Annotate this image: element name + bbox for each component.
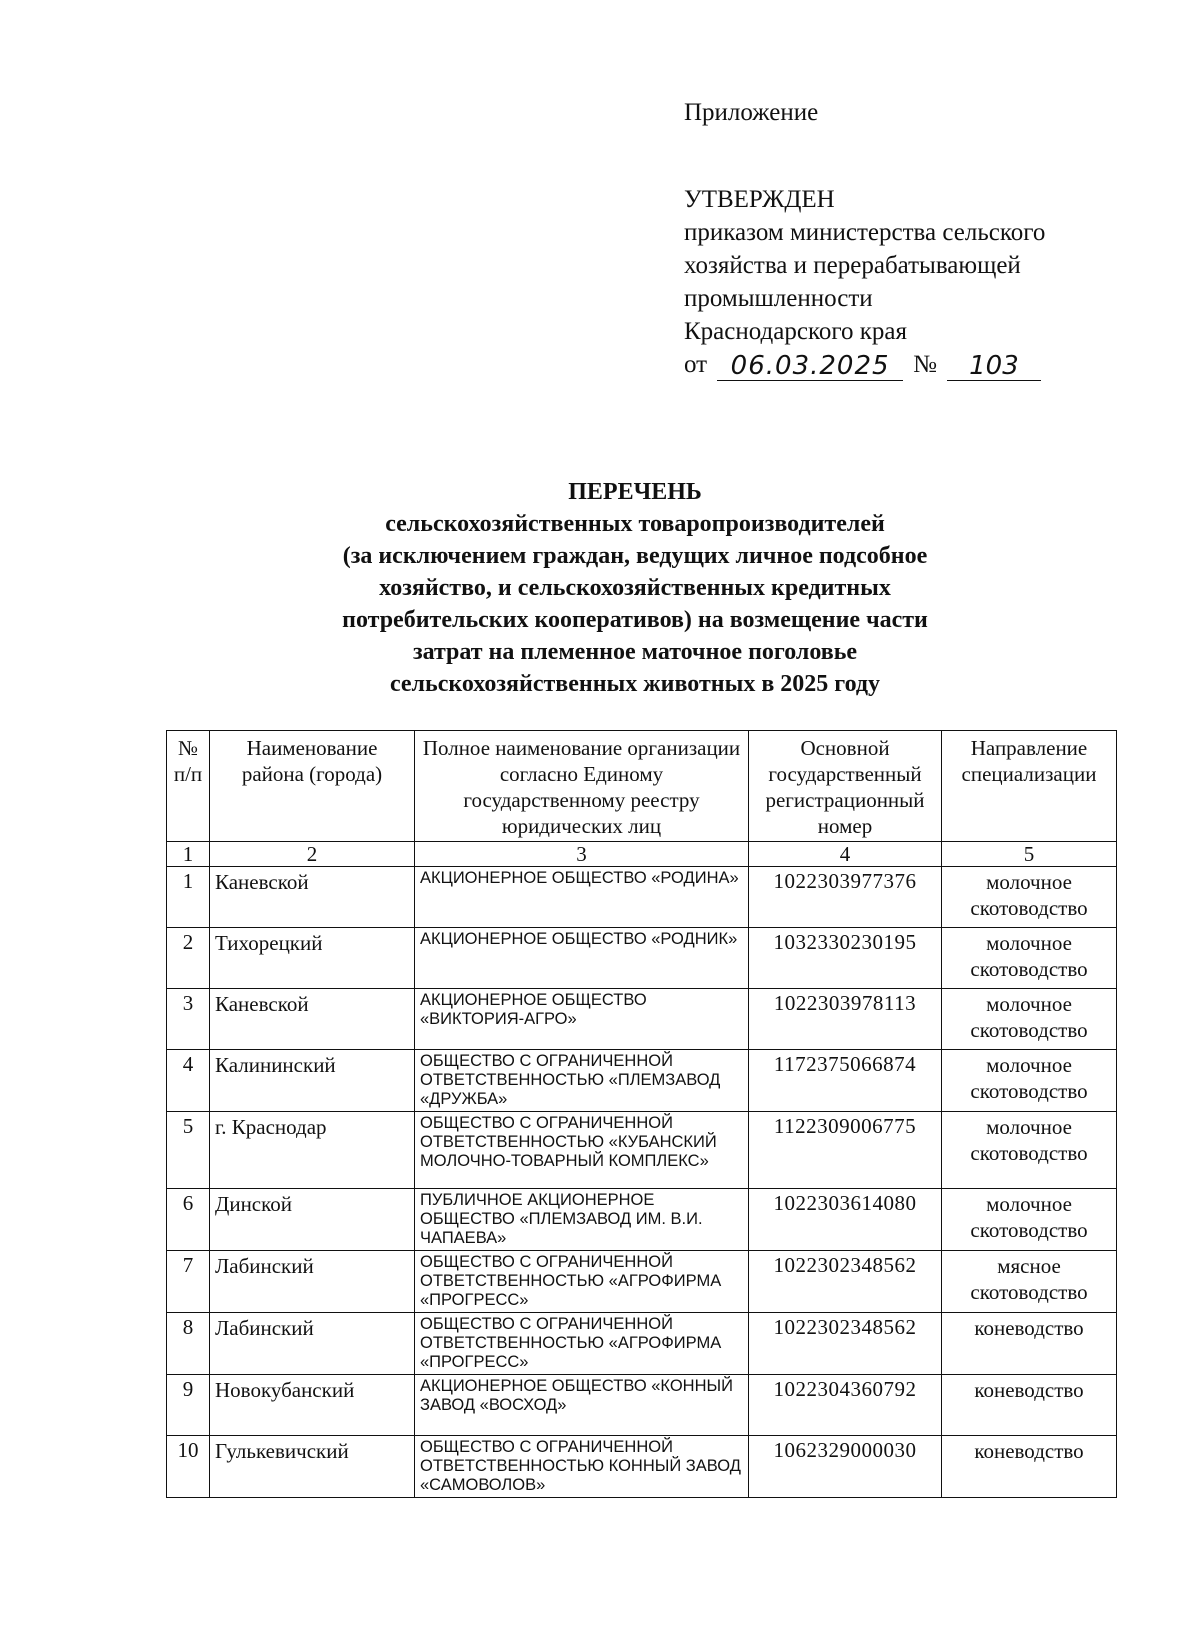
row-specialization: коневодство xyxy=(942,1313,1117,1375)
row-number: 3 xyxy=(167,989,210,1050)
row-district: Новокубанский xyxy=(210,1375,415,1436)
row-organization: АКЦИОНЕРНОЕ ОБЩЕСТВО «КОННЫЙ ЗАВОД «ВОСХОД» xyxy=(415,1375,749,1436)
title-line-6: сельскохозяйственных животных в 2025 году xyxy=(389,671,881,697)
row-number: 2 xyxy=(167,928,210,989)
row-ogrn: 1022303978113 xyxy=(749,989,942,1050)
header-number: № п/п xyxy=(167,731,210,842)
order-date-number-line xyxy=(684,348,1045,381)
row-district: Лабинский xyxy=(210,1251,415,1313)
producers-table xyxy=(166,730,1117,1498)
row-number: 10 xyxy=(167,1436,210,1498)
header-ogrn: Основной государственный регистрационный номер xyxy=(749,731,942,842)
row-ogrn: 1062329000030 xyxy=(749,1436,942,1498)
column-number: 5 xyxy=(942,842,1117,867)
row-organization: ОБЩЕСТВО С ОГРАНИЧЕННОЙ ОТВЕТСТВЕННОСТЬЮ «АГРОФИРМА «ПРОГРЕСС» xyxy=(415,1313,749,1375)
order-line-4: Краснодарского края xyxy=(684,318,907,345)
row-organization: ОБЩЕСТВО С ОГРАНИЧЕННОЙ ОТВЕТСТВЕННОСТЬЮ КОННЫЙ ЗАВОД «САМОВОЛОВ» xyxy=(415,1436,749,1498)
order-line-2: хозяйства и перерабатывающей xyxy=(684,252,1021,279)
row-number: 6 xyxy=(167,1189,210,1251)
row-number: 5 xyxy=(167,1112,210,1189)
row-specialization: молочное скотоводство xyxy=(942,1050,1117,1112)
column-number: 2 xyxy=(210,842,415,867)
order-line-3: промышленности xyxy=(684,285,873,312)
order-date: 06.03.2025 xyxy=(717,352,903,381)
column-number-row xyxy=(167,842,1117,867)
title-line-5: затрат на племенное маточное поголовье xyxy=(412,639,858,665)
row-district: Гулькевичский xyxy=(210,1436,415,1498)
row-ogrn: 1022304360792 xyxy=(749,1375,942,1436)
row-organization: ОБЩЕСТВО С ОГРАНИЧЕННОЙ ОТВЕТСТВЕННОСТЬЮ «АГРОФИРМА «ПРОГРЕСС» xyxy=(415,1251,749,1313)
row-ogrn: 1122309006775 xyxy=(749,1112,942,1189)
row-organization: АКЦИОНЕРНОЕ ОБЩЕСТВО «РОДНИК» xyxy=(415,928,749,989)
number-label: № xyxy=(913,351,937,378)
table-row xyxy=(167,1112,1117,1189)
from-label: от xyxy=(684,351,708,378)
row-ogrn: 1172375066874 xyxy=(749,1050,942,1112)
table-row xyxy=(167,1189,1117,1251)
row-specialization: молочное скотоводство xyxy=(942,867,1117,928)
row-organization: ПУБЛИЧНОЕ АКЦИОНЕРНОЕ ОБЩЕСТВО «ПЛЕМЗАВОД ИМ. В.И. ЧАПАЕВА» xyxy=(415,1189,749,1251)
table-row xyxy=(167,1436,1117,1498)
row-district: Каневской xyxy=(210,867,415,928)
row-specialization: мясное скотоводство xyxy=(942,1251,1117,1313)
title-line-3: хозяйство, и сельскохозяйственных кредитных xyxy=(379,575,891,601)
title-line-4: потребительских кооперативов) на возмещение части xyxy=(342,607,928,633)
row-district: Каневской xyxy=(210,989,415,1050)
order-line-1: приказом министерства сельского xyxy=(684,219,1046,246)
row-ogrn: 1022303977376 xyxy=(749,867,942,928)
row-district: г. Краснодар xyxy=(210,1112,415,1189)
row-number: 9 xyxy=(167,1375,210,1436)
row-district: Калининский xyxy=(210,1050,415,1112)
table-row xyxy=(167,989,1117,1050)
row-organization: АКЦИОНЕРНОЕ ОБЩЕСТВО «ВИКТОРИЯ-АГРО» xyxy=(415,989,749,1050)
row-organization: ОБЩЕСТВО С ОГРАНИЧЕННОЙ ОТВЕТСТВЕННОСТЬЮ «ПЛЕМЗАВОД «ДРУЖБА» xyxy=(415,1050,749,1112)
row-ogrn: 1022302348562 xyxy=(749,1313,942,1375)
column-number: 3 xyxy=(415,842,749,867)
row-specialization: коневодство xyxy=(942,1375,1117,1436)
order-number: 103 xyxy=(947,352,1041,381)
table-row xyxy=(167,1313,1117,1375)
title-line-1: сельскохозяйственных товаропроизводителей xyxy=(385,511,885,537)
column-number: 4 xyxy=(749,842,942,867)
row-number: 1 xyxy=(167,867,210,928)
row-specialization: молочное скотоводство xyxy=(942,1112,1117,1189)
row-district: Динской xyxy=(210,1189,415,1251)
approved-label: УТВЕРЖДЕН xyxy=(684,186,835,213)
row-specialization: молочное скотоводство xyxy=(942,1189,1117,1251)
row-specialization: молочное скотоводство xyxy=(942,989,1117,1050)
row-ogrn: 1022302348562 xyxy=(749,1251,942,1313)
table-row xyxy=(167,928,1117,989)
table-row xyxy=(167,1375,1117,1436)
row-specialization: молочное скотоводство xyxy=(942,928,1117,989)
row-number: 8 xyxy=(167,1313,210,1375)
approval-block xyxy=(684,96,1045,381)
document-title xyxy=(160,476,1110,700)
row-number: 4 xyxy=(167,1050,210,1112)
row-ogrn: 1032330230195 xyxy=(749,928,942,989)
column-number: 1 xyxy=(167,842,210,867)
title-line-2: (за исключением граждан, ведущих личное подсобное xyxy=(342,543,928,569)
table-row xyxy=(167,1251,1117,1313)
title-heading: ПЕРЕЧЕНЬ xyxy=(568,479,702,505)
row-organization: АКЦИОНЕРНОЕ ОБЩЕСТВО «РОДИНА» xyxy=(415,867,749,928)
row-specialization: коневодство xyxy=(942,1436,1117,1498)
row-district: Лабинский xyxy=(210,1313,415,1375)
header-organization: Полное наименование организации согласно Единому государственному реестру юридических лиц xyxy=(415,731,749,842)
table-row xyxy=(167,1050,1117,1112)
row-number: 7 xyxy=(167,1251,210,1313)
table-row xyxy=(167,867,1117,928)
table-header-row xyxy=(167,731,1117,842)
header-specialization: Направление специализации xyxy=(942,731,1117,842)
header-district: Наименование района (города) xyxy=(210,731,415,842)
row-ogrn: 1022303614080 xyxy=(749,1189,942,1251)
annex-label: Приложение xyxy=(684,99,819,126)
row-organization: ОБЩЕСТВО С ОГРАНИЧЕННОЙ ОТВЕТСТВЕННОСТЬЮ «КУБАНСКИЙ МОЛОЧНО-ТОВАРНЫЙ КОМПЛЕКС» xyxy=(415,1112,749,1189)
row-district: Тихорецкий xyxy=(210,928,415,989)
